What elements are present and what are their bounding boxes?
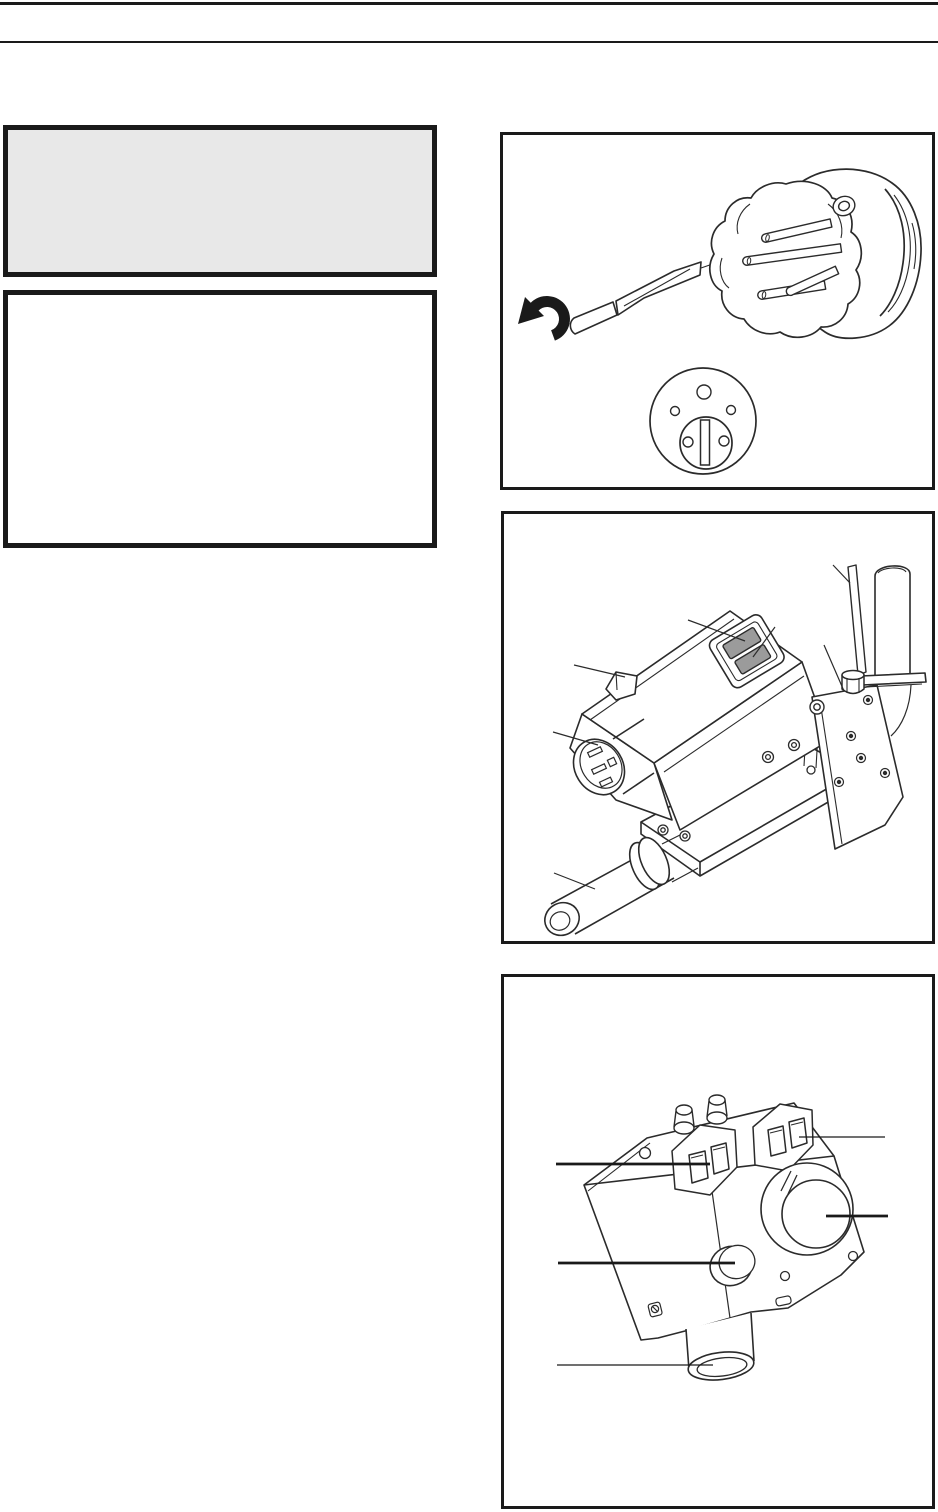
panel-screw-art <box>648 1302 663 1318</box>
pivot-bolt-art <box>810 700 824 714</box>
rod-art <box>848 565 866 675</box>
figure-control-box <box>501 974 935 1509</box>
motor-assembly-drawing <box>504 514 932 941</box>
plug-face-view-art <box>650 368 756 474</box>
hex-bolt-art <box>842 671 864 694</box>
figure-motor-assembly <box>501 511 935 944</box>
plain-note-box <box>3 290 437 548</box>
control-box-drawing <box>504 977 932 1506</box>
rotation-arrow-icon <box>518 296 570 341</box>
top-rule-primary <box>0 2 938 5</box>
shaft-art <box>539 832 698 941</box>
bracket-art <box>812 685 903 849</box>
shaded-note-box <box>3 125 437 277</box>
figure-plug-screwdriver <box>500 132 935 490</box>
top-rule-secondary <box>0 41 938 43</box>
knob-art <box>761 1163 853 1255</box>
plug-screwdriver-drawing <box>503 135 932 487</box>
